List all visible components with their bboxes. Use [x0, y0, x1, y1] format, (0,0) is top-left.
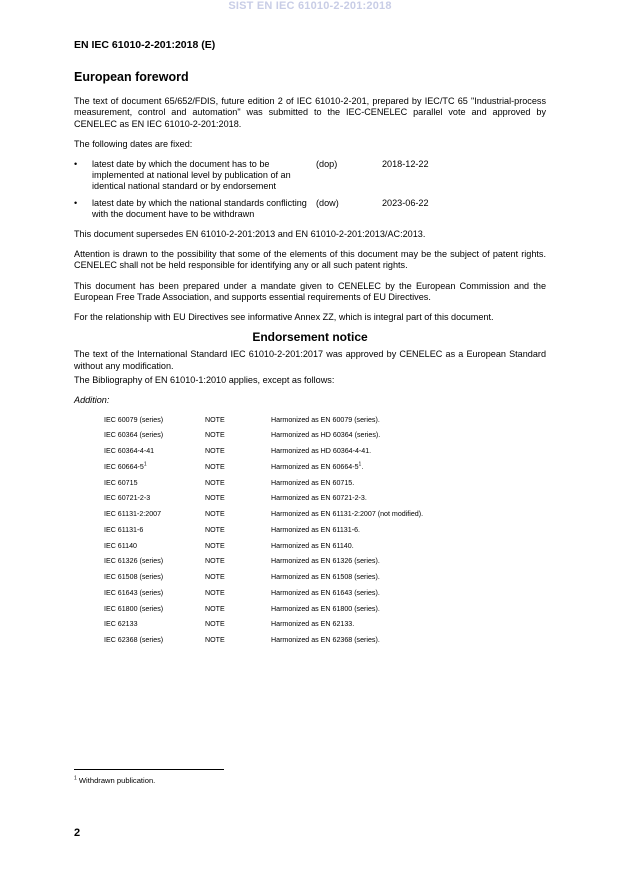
note-cell: NOTE: [205, 478, 225, 487]
table-row: [104, 633, 423, 649]
date-description: latest date by which the document has to be implemented at national level by publication of an identical national standard or by endorsement: [92, 159, 291, 192]
note-cell: NOTE: [205, 462, 225, 471]
table-row: [104, 475, 423, 491]
footnote-marker: 1: [74, 775, 77, 782]
standard-cell: IEC 62133: [104, 620, 138, 629]
harmonized-cell: Harmonized as EN 61800 (series).: [271, 604, 380, 613]
note-cell: NOTE: [205, 620, 225, 629]
standard-cell: IEC 61508 (series): [104, 573, 164, 582]
standard-cell: IEC 61326 (series): [104, 557, 164, 566]
standard-cell: IEC 61131-6: [104, 525, 144, 534]
date-abbreviation: (dow): [316, 197, 339, 208]
harmonized-cell: Harmonized as EN 61140.: [271, 541, 354, 550]
bullet: •: [74, 159, 78, 170]
note-cell: NOTE: [205, 525, 225, 534]
standard-cell: IEC 60364-4-41: [104, 447, 155, 456]
note-cell: NOTE: [205, 557, 225, 566]
date-value: 2018-12-22: [382, 159, 429, 170]
footnote-text: Withdrawn publication.: [76, 776, 156, 785]
note-cell: NOTE: [205, 604, 225, 613]
page-content: [74, 72, 546, 649]
date-item: [74, 159, 546, 193]
table-row: [104, 570, 423, 586]
note-cell: NOTE: [205, 573, 225, 582]
footnote-ref: 1: [358, 461, 362, 468]
harmonized-cell: Harmonized as EN 61131-2:2007 (not modified).: [271, 510, 424, 519]
harmonized-end: .: [361, 462, 364, 471]
harmonized-cell: Harmonized as HD 60364 (series).: [271, 431, 381, 440]
note-cell: NOTE: [205, 494, 225, 503]
note-cell: NOTE: [205, 636, 225, 645]
harmonized-cell: Harmonized as EN 61508 (series).: [271, 573, 380, 582]
standard-cell: [104, 460, 205, 476]
standard-cell: IEC 60364 (series): [104, 431, 164, 440]
note-cell: NOTE: [205, 447, 225, 456]
date-item: [74, 198, 546, 220]
note-cell: NOTE: [205, 588, 225, 597]
harmonized-cell: Harmonized as EN 60715.: [271, 478, 355, 487]
relationship-paragraph: For the relationship with EU Directives see informative Annex ZZ, which is integral part of this document.: [74, 312, 494, 323]
table-row: [104, 523, 423, 539]
harmonized-cell: [271, 460, 423, 476]
watermark: SIST EN IEC 61010-2-201:2018: [228, 0, 392, 12]
table-row: [104, 601, 423, 617]
note-cell: NOTE: [205, 415, 225, 424]
supersedes-paragraph: This document supersedes EN 61010-2-201:2013 and EN 61010-2-201:2013/AC:2013.: [74, 229, 426, 240]
foreword-title: European foreword: [74, 70, 189, 84]
table-row: [104, 460, 423, 476]
table-row: [104, 586, 423, 602]
table-row: [104, 617, 423, 633]
harmonized-cell: Harmonized as EN 61643 (series).: [271, 588, 380, 597]
endorsement-paragraph: The text of the International Standard IEC 61010-2-201:2017 was approved by CENELEC as a European Standard without any modification.: [74, 349, 546, 371]
footnote-ref: 1: [143, 461, 147, 468]
note-cell: NOTE: [205, 541, 225, 550]
footnote: [74, 776, 155, 785]
dates-intro: The following dates are fixed:: [74, 138, 193, 149]
harmonized-cell: Harmonized as HD 60364-4-41.: [271, 447, 372, 456]
harmonized-text: Harmonized as EN 60664-5: [271, 462, 359, 471]
table-row: [104, 412, 423, 428]
table-row: [104, 554, 423, 570]
harmonized-cell: Harmonized as EN 62133.: [271, 620, 355, 629]
standard-cell: IEC 60715: [104, 478, 138, 487]
standard-cell: IEC 61800 (series): [104, 604, 164, 613]
note-cell: NOTE: [205, 431, 225, 440]
harmonized-cell: Harmonized as EN 61131-6.: [271, 525, 360, 534]
addition-label: Addition:: [74, 395, 110, 406]
mandate-paragraph: This document has been prepared under a mandate given to CENELEC by the European Commission and the European Free Trade Association, and supports essential requirements of EU Directives.: [74, 280, 546, 302]
endorsement-title: Endorsement notice: [252, 330, 368, 345]
document-header: EN IEC 61010-2-201:2018 (E): [74, 39, 216, 51]
date-abbreviation: (dop): [316, 159, 338, 170]
bibliography-paragraph: The Bibliography of EN 61010-1:2010 applies, except as follows:: [74, 374, 335, 385]
harmonized-cell: Harmonized as EN 62368 (series).: [271, 636, 380, 645]
table-row: [104, 538, 423, 554]
date-description: latest date by which the national standards conflicting with the document have to be withdrawn: [92, 197, 307, 219]
table-row: [104, 428, 423, 444]
footnote-divider: [74, 769, 224, 770]
note-cell: NOTE: [205, 510, 225, 519]
standard-cell: IEC 62368 (series): [104, 636, 164, 645]
standard-cell: IEC 61643 (series): [104, 588, 164, 597]
standard-text: IEC 60664-5: [104, 462, 144, 471]
standard-cell: IEC 60721-2-3: [104, 494, 151, 503]
harmonized-cell: Harmonized as EN 60079 (series).: [271, 415, 380, 424]
table-row: [104, 491, 423, 507]
patent-paragraph: Attention is drawn to the possibility that some of the elements of this document may be the subject of patent rights. CENELEC shall not be held responsible for identifying any or all such patent rights.: [74, 249, 546, 271]
date-value: 2023-06-22: [382, 197, 429, 208]
standard-cell: IEC 61140: [104, 541, 137, 550]
foreword-paragraph: The text of document 65/652/FDIS, future edition 2 of IEC 61010-2-201, prepared by IEC/TC 65 "Industrial-process measurement, control and automation" was submitted to the IEC-CENELEC parallel vote and approved by CENELEC as EN IEC 61010-2-201:2018.: [74, 96, 546, 129]
page-number: 2: [74, 827, 81, 839]
bibliography-table: [104, 412, 423, 648]
harmonized-cell: Harmonized as EN 60721-2-3.: [271, 494, 367, 503]
standard-cell: IEC 61131-2:2007: [104, 510, 162, 519]
standard-cell: IEC 60079 (series): [104, 415, 164, 424]
table-row: [104, 444, 423, 460]
dates-list: [74, 159, 546, 220]
bullet: •: [74, 197, 78, 208]
harmonized-cell: Harmonized as EN 61326 (series).: [271, 557, 380, 566]
table-row: [104, 507, 423, 523]
